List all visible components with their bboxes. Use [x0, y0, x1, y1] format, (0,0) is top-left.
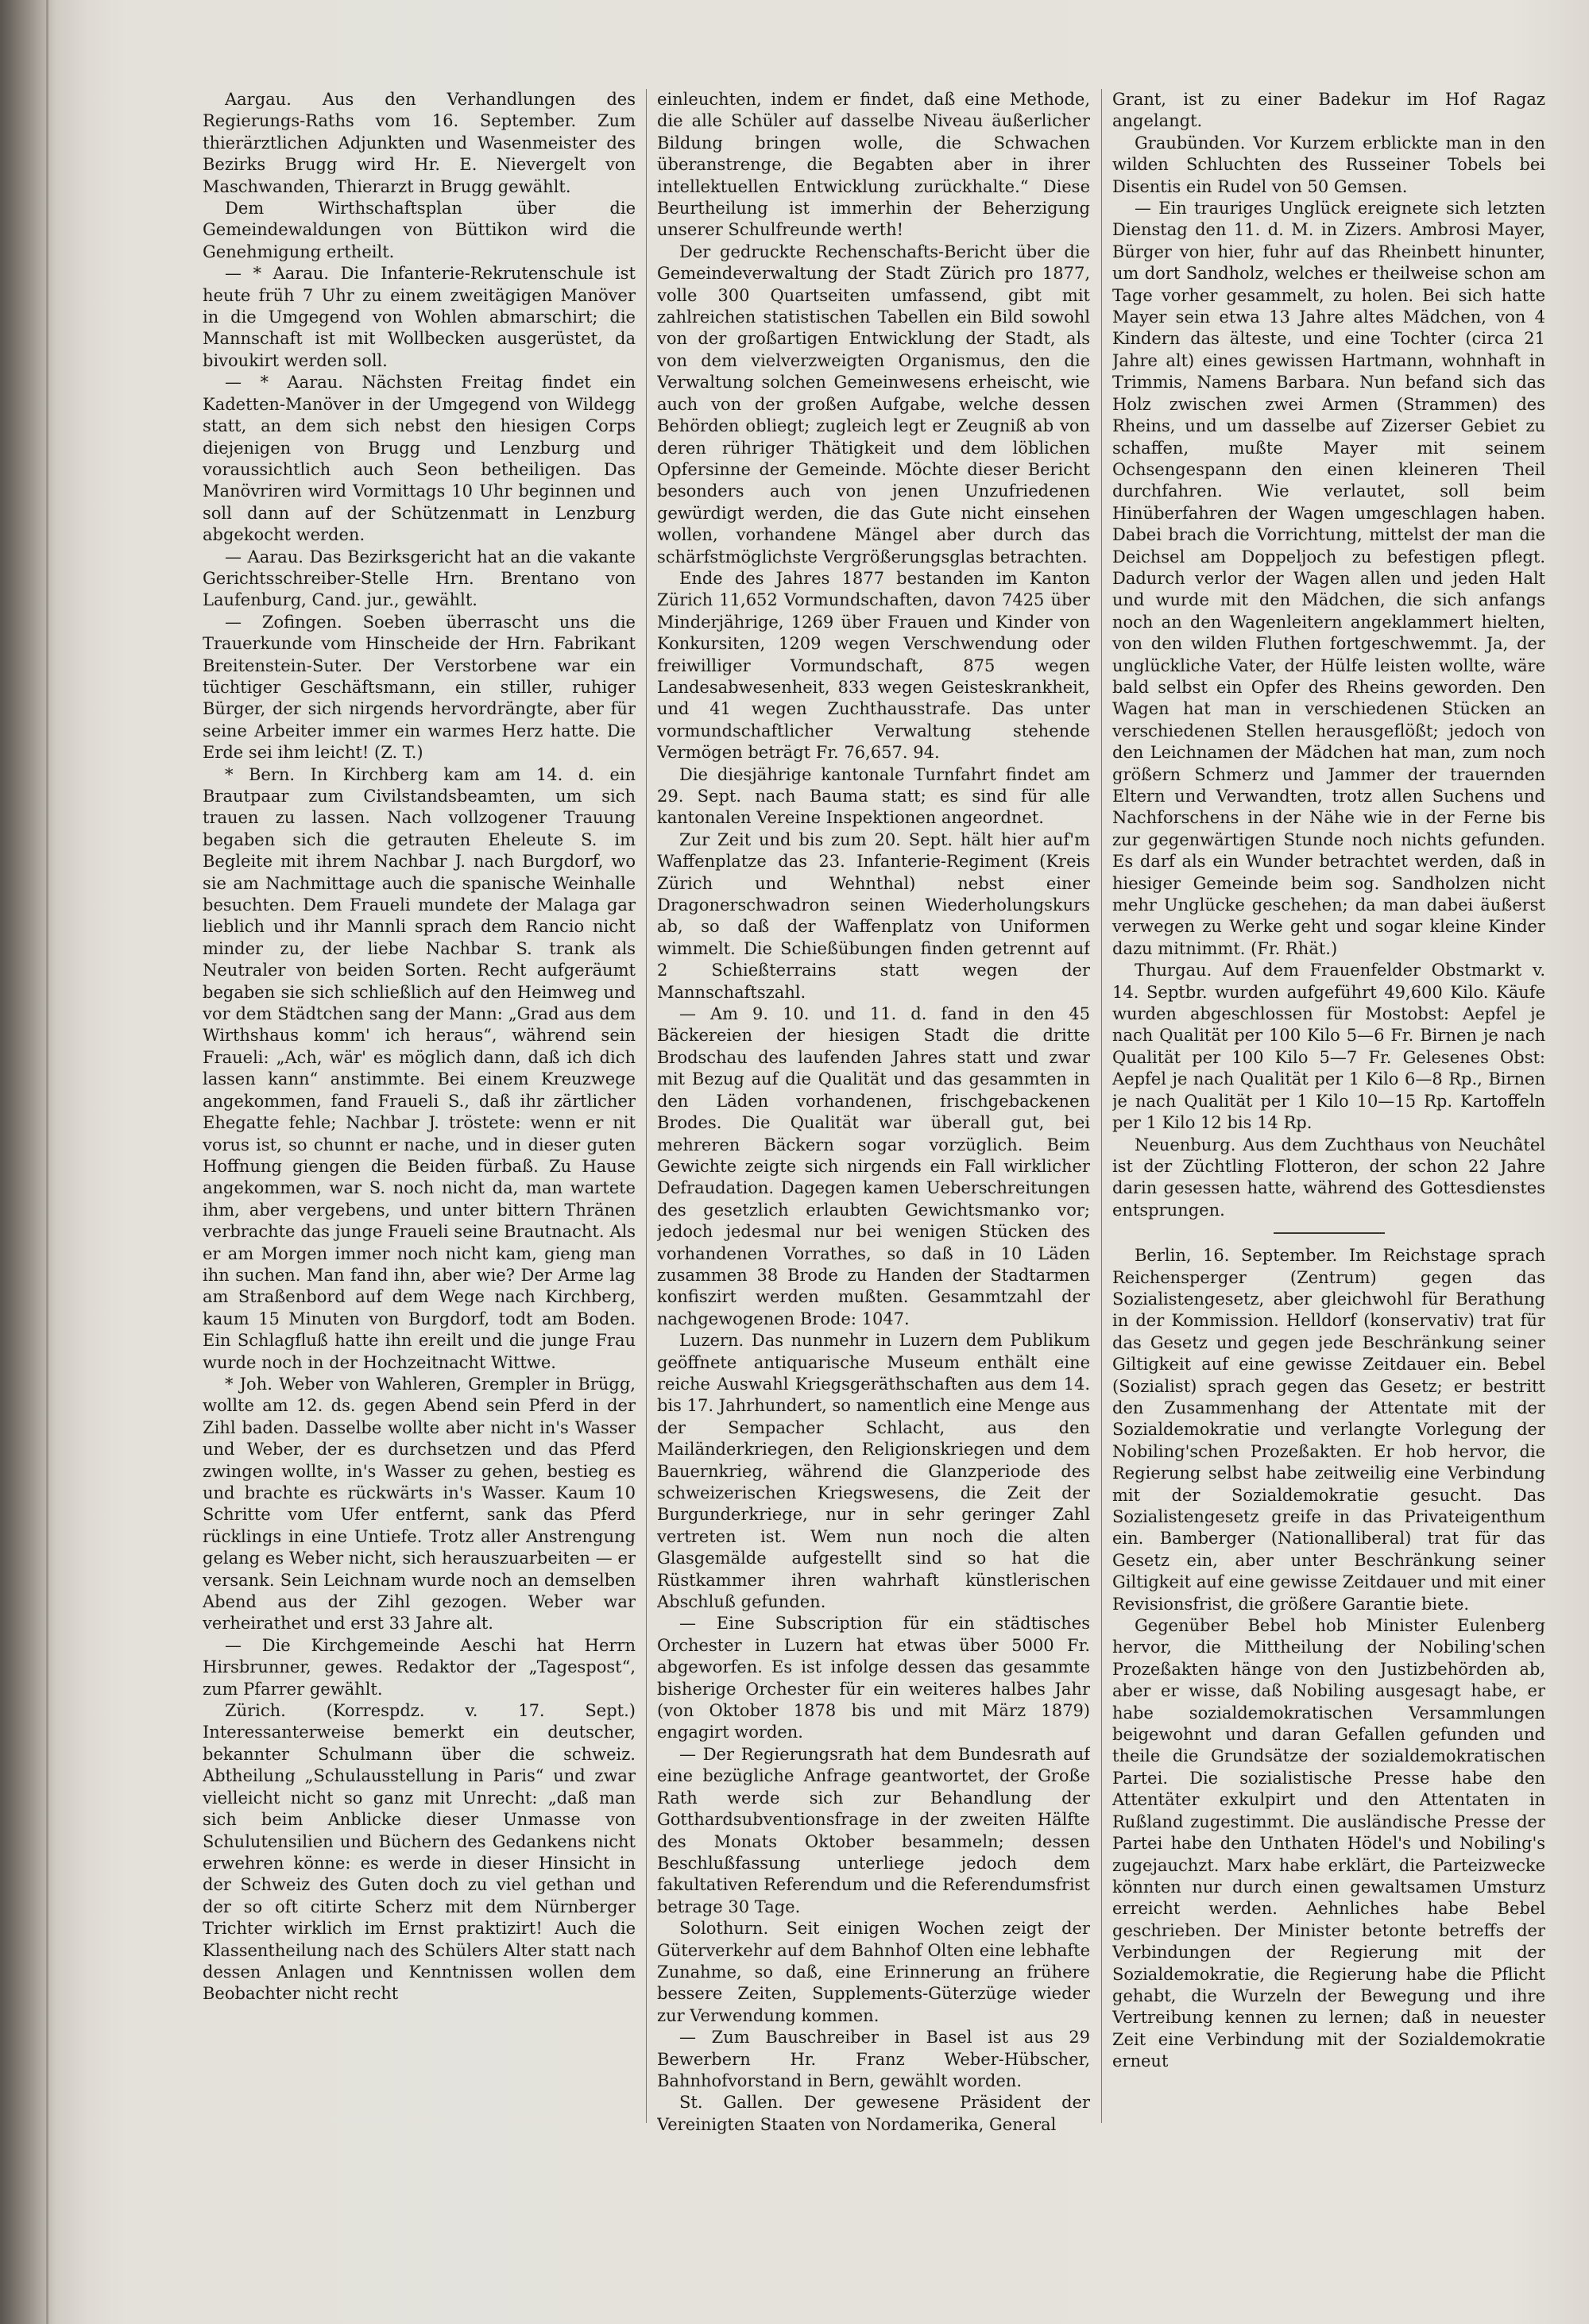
article-berlin-eulenberg: Gegenüber Bebel hob Minister Eulenberg hervor, die Mittheilung der Nobiling'schen Prozeßakten hänge von den Justizbehörden ab, aber er wisse, daß Nobiling ausgesagt habe, er habe sozialdemokratischen Versammlungen beigewohnt und daran Gefallen gefunden und theile die Grundsätze der sozialdemokratischen Partei. Die sozialistische Presse habe den Attentäter exkulpirt und den Attentaten in Rußland zugestimmt. Die ausländische Presse der Partei habe den Unthaten Hödel's und Nobiling's zugejauchzt. Marx habe erklärt, die Parteizwecke könnten nur durch einen gewaltsamen Umsturz erreicht werden. Aehnliches habe Bebel geschrieben. Der Minister betonte betreffs der Verbindungen der Regierung mit der Sozialdemokratie, die Regierung habe die Pflicht gehabt, die Wurzeln der Bewegung und ihre Vertreibung kennen zu lernen; daß in neuester Zeit eine Verbindung mit der Sozialdemokratie erneut: [1112, 1616, 1545, 2071]
article-zizers-unglueck: — Ein trauriges Unglück ereignete sich letzten Dienstag den 11. d. M. in Zizers. Ambrosi Mayer, Bürger von hier, fuhr auf das Rheinbett hinunter, um dort Sandholz, welches er theilweise schon am Tage vorher gesammelt, zu holen. Bei sich hatte Mayer sein etwa 13 Jahre altes Mädchen, von 4 Kindern das älteste, und eine Tochter (circa 21 Jahre alt) eines gewissen Hartmann, wohnhaft in Trimmis, Namens Barbara. Nun befand sich das Holz zwischen zwei Armen (Strammen) des Rheins, und um dasselbe auf Zizerser Gebiet zu schaffen, mußte Mayer mit seinem Ochsengespann den einen kleineren Theil durchfahren. Wie verlautet, soll beim Hinüberfahren der Wagen umgeschlagen haben. Dabei brach die Vorrichtung, mittelst der man die Deichsel am Doppeljoch zu befestigen pflegt. Dadurch verlor der Wagen allen und jeden Halt und wurde mit den Mädchen, die sich anfangs noch an den Wagenleitern angeklammert hielten, von den wilden Fluthen fortgeschwemmt. Ja, der unglückliche Vater, der Hülfe leisten wollte, wäre bald selbst ein Opfer des Rheins geworden. Den Wagen hat man in verschiedenen Stücken an verschiedenen Stellen herausgeflößt; jedoch von den Leichnamen der Mädchen hat man, zum noch größern Schmerz und Jammer der trauernden Eltern und Verwandten, trotz allen Suchens und Nachforschens in der Nähe wie in der Ferne bis zur gegenwärtigen Stunde noch nichts gefunden. Es darf als ein Wunder betrachtet werden, daß in hiesiger Gemeinde beim sog. Sandholzen nicht mehr Unglücke geschehen; da man dabei äußerst verwegen zu Werke geht und sogar kleine Kinder dazu mitnimmt. (Fr. Rhät.): [1112, 199, 1545, 958]
article-luzern-museum: Luzern. Das nunmehr in Luzern dem Publikum geöffnete antiquarische Museum enthält eine reiche Auswahl Kriegsgeräthschaften aus dem 14. bis 17. Jahrhundert, so namentlich eine Menge aus der Sempacher Schlacht, aus den Mailänderkriegen, den Religionskriegen und dem Bauernkrieg, während die Glanzperiode des schweizerischen Kriegswesens, die Zeit der Burgunderkriege, nur in sehr geringer Zahl vertreten ist. Wem nun noch die alten Glasgemälde aufgestellt sind so hat die Rüstkammer ihren wahrhaft künstlerischen Abschluß gefunden.: [657, 1331, 1090, 1612]
article-aargau-regierungsrath: Aargau. Aus den Verhandlungen des Regierungs-Raths vom 16. September. Zum thierärztlichen Adjunkten und Wasenmeister des Bezirks Brugg wird Hr. E. Nievergelt von Maschwanden, Thierarzt in Brugg gewählt.: [203, 90, 636, 196]
article-infanterie-regiment: Zur Zeit und bis zum 20. Sept. hält hier auf'm Waffenplatze das 23. Infanterie-Regiment (Kreis Zürich und Wehnthal) nebst einer Dragonerschwadron seinen Wiederholungskurs ab, so daß der Waffenplatz von Uniformen wimmelt. Die Schießübungen finden getrennt auf 2 Schießterrains statt wegen der Mannschaftszahl.: [657, 829, 1090, 1002]
article-aarau-kadetten-manoever: — * Aarau. Nächsten Freitag findet ein Kadetten-Manöver in der Umgegend von Wildegg statt, an dem sich nebst den hiesigen Corps diejenigen von Brugg und Lenzburg und voraussichtlich auch Seon betheiligen. Das Manövriren wird Vormittags 10 Uhr beginnen und soll dann auf der Schützenmatt in Lenzburg abgekocht werden.: [203, 373, 636, 545]
article-luzern-orchester: — Eine Subscription für ein städtisches Orchester in Luzern hat etwas über 5000 Fr. abgeworfen. Es ist infolge dessen das gesammte bisherige Orchester für ein weiteres halbes Jahr (von Oktober 1878 bis und mit März 1879) engagirt worden.: [657, 1614, 1090, 1742]
column-rule-2: [1101, 89, 1102, 2123]
article-zuerich-schulausstellung: Zürich. (Korrespdz. v. 17. Sept.) Interessanterweise bemerkt ein deutscher, bekannter Schulmann über die schweiz. Abtheilung „Schulausstellung in Paris“ und zwar vielleicht nicht so ganz mit Unrecht: „daß man sich beim Anblicke dieser Unmasse von Schulutensilien und Büchern des Gedankens nicht erwehren könne: es werde in dieser Hinsicht in der Schweiz des Guten doch zu viel gethan und der so oft citirte Scherz mit dem Nürnberger Trichter wirklich im Ernst praktizirt! Auch die Klassentheilung nach des Schülers Alter statt nach dessen Anlagen und Kenntnissen wollen dem Beobachter nicht recht: [203, 1701, 636, 2004]
column-rule-1: [646, 89, 647, 2123]
section-divider: [1274, 1232, 1385, 1234]
article-graubuenden-gemsen: Graubünden. Vor Kurzem erblickte man in den wilden Schluchten des Russeiner Tobels bei Disentis ein Rudel von 50 Gemsen.: [1112, 133, 1545, 196]
article-thurgau-obstmarkt: Thurgau. Auf dem Frauenfelder Obstmarkt v. 14. Septbr. wurden aufgeführt 49,600 Kilo. Käufe wurden abgeschlossen für Mostobst: Aepfel je nach Qualität per 100 Kilo 5—6 Fr. Birnen je nach Qualität per 100 Kilo 5—7 Fr. Gelesenes Obst: Aepfel je nach Qualität per 1 Kilo 6—8 Rp., Birnen je nach Qualität per 1 Kilo 10—15 Rp. Kartoffeln per 1 Kilo 12 bis 14 Rp.: [1112, 961, 1545, 1133]
article-zuerich-schulausstellung-cont: einleuchten, indem er findet, daß eine Methode, die alle Schüler auf dasselbe Niveau äußerlicher Bildung bringen wolle, die Schwachen überanstrenge, die Begabten aber in ihrer intellektuellen Entwicklung zurückhalte.“ Diese Beurtheilung ist immerhin der Beherzigung unserer Schulfreunde werth!: [657, 90, 1090, 240]
article-st-gallen-grant: St. Gallen. Der gewesene Präsident der Vereinigten Staaten von Nordamerika, General: [657, 2093, 1090, 2134]
article-berlin-reichstag: Berlin, 16. September. Im Reichstage sprach Reichensperger (Zentrum) gegen das Sozialistengesetz, aber gleichwohl für Berathung in der Kommission. Helldorf (konservativ) trat für das Gesetz und gegen jede Beschränkung seiner Giltigkeit auf eine gewisse Zeitdauer ein. Bebel (Sozialist) sprach gegen das Gesetz; er bestritt den Zusammenhang der Attentate mit der Sozialdemokratie und verlangte Vorlegung der Nobiling'schen Prozeßakten. Er hob hervor, die Regierung selbst habe zeitweilig eine Verbindung mit der Sozialdemokratie gesucht. Das Sozialistengesetz greife in das Privateigenthum ein. Bamberger (Nationalliberal) trat für das Gesetz ein, aber unter Beschränkung seiner Giltigkeit auf eine gewisse Zeitdauer und mit einer Revisionsfrist, die größere Garantie biete.: [1112, 1246, 1545, 1614]
column-2: [657, 89, 1090, 2290]
article-neuenburg-zuchthaus: Neuenburg. Aus dem Zuchthaus von Neuchâtel ist der Züchtling Flotteron, der schon 22 Jahre darin gesessen hatte, während des Gottesdienstes entsprungen.: [1112, 1135, 1545, 1220]
article-zuerich-vormundschaften: Ende des Jahres 1877 bestanden im Kanton Zürich 11,652 Vormundschaften, davon 7425 über Minderjährige, 1269 über Frauen und Kinder von Konkursiten, 1209 wegen Verschwendung oder freiwilliger Vormundschaft, 875 wegen Landesabwesenheit, 833 wegen Geisteskrankheit, und 41 wegen Zuchthausstrafe. Das unter vormundschaftlicher Verwaltung stehende Vermögen beträgt Fr. 76,657. 94.: [657, 568, 1090, 763]
newspaper-columns: [203, 89, 1545, 2290]
article-turnfahrt-bauma: Die diesjährige kantonale Turnfahrt findet am 29. Sept. nach Bauma statt; es sind für alle kantonalen Vereine Inspektionen angeordnet.: [657, 764, 1090, 828]
article-basel-bauschreiber: — Zum Bauschreiber in Basel ist aus 29 Bewerbern Hr. Franz Weber-Hübscher, Bahnhofvorstand in Bern, gewählt worden.: [657, 2028, 1090, 2090]
column-3: [1112, 89, 1545, 2290]
article-st-gallen-grant-cont: Grant, ist zu einer Badekur im Hof Ragaz angelangt.: [1112, 90, 1545, 131]
article-buettikon-waldungen: Dem Wirthschaftsplan über die Gemeindewaldungen von Büttikon wird die Genehmigung ertheilt.: [203, 199, 636, 261]
article-zofingen-trauerkunde: — Zofingen. Soeben überrascht uns die Trauerkunde vom Hinscheide der Hrn. Fabrikant Breitenstein-Suter. Der Verstorbene war ein tüchtiger Geschäftsmann, ein stiller, ruhiger Bürger, der sich nirgends hervordrängte, aber für seine Arbeiter immer ein warmes Herz hatte. Die Erde sei ihm leicht! (Z. T.): [203, 612, 636, 763]
article-aarau-rekrutenschule: — * Aarau. Die Infanterie-Rekrutenschule ist heute früh 7 Uhr zu einem zweitägigen Manöver in die Umgegend von Wohlen abmarschirt; die Mannschaft ist mit Wollbecken ausgerüstet, da bivoukirt werden soll.: [203, 264, 636, 370]
article-weber-wahleren: * Joh. Weber von Wahleren, Grempler in Brügg, wollte am 12. ds. gegen Abend sein Pferd in der Zihl baden. Dasselbe wollte aber nicht in's Wasser und Weber, der es durchsetzen und das Pferd zwingen wollte, in's Wasser zu gehen, bestieg es und brachte es rückwärts in's Wasser. Kaum 10 Schritte vom Ufer entfernt, sank das Pferd rücklings in eine Untiefe. Trotz aller Anstrengung gelang es Weber nicht, sich herauszuarbeiten — er versank. Sein Leichnam wurde noch an demselben Abend aus der Zihl gezogen. Weber war verheirathet und erst 33 Jahre alt.: [203, 1374, 636, 1634]
article-brodschau: — Am 9. 10. und 11. d. fand in den 45 Bäckereien der hiesigen Stadt die dritte Brodschau des laufenden Jahres statt und zwar mit Bezug auf die Qualität und das gesammten in den Läden vorhandenen, frischgebackenen Brodes. Die Qualität war überall gut, bei mehreren Bäckern sogar vorzüglich. Beim Gewichte zeigte sich nirgends ein Fall wirklicher Defraudation. Dagegen kamen Ueberschreitungen des gesetzlich erlaubten Gewichtsmanko vor; jedoch jedesmal nur bei wenigen Stücken des vorhandenen Vorrathes, so daß in 10 Läden zusammen 38 Brode zu Handen der Stadtarmen konfiszirt werden mußten. Gesammtzahl der nachgewogenen Brode: 1047.: [657, 1004, 1090, 1328]
page-binding-edge: [46, 0, 48, 2324]
article-aeschi-pfarrer: — Die Kirchgemeinde Aeschi hat Herrn Hirsbrunner, gewes. Redaktor der „Tagespost“, zum Pfarrer gewählt.: [203, 1635, 636, 1699]
article-aarau-bezirksgericht: — Aarau. Das Bezirksgericht hat an die vakante Gerichtsschreiber-Stelle Hrn. Brentano von Laufenburg, Cand. jur., gewählt.: [203, 547, 636, 610]
article-solothurn-olten: Solothurn. Seit einigen Wochen zeigt der Güterverkehr auf dem Bahnhof Olten eine lebhafte Zunahme, so daß, eine Erinnerung an frühere bessere Zeiten, Supplements-Güterzüge wieder zur Verwendung kommen.: [657, 1919, 1090, 2025]
article-luzern-regierungsrath: — Der Regierungsrath hat dem Bundesrath auf eine bezügliche Anfrage geantwortet, der Große Rath werde sich zur Behandlung der Gotthardsubventionsfrage in der zweiten Hälfte des Monats Oktober besammeln; dessen Beschlußfassung unterliege jedoch dem fakultativen Referendum und die Referendumsfrist betrage 30 Tage.: [657, 1744, 1090, 1916]
article-zuerich-rechenschaftsbericht: Der gedruckte Rechenschafts-Bericht über die Gemeindeverwaltung der Stadt Zürich pro 1877, volle 300 Quartseiten umfassend, gibt mit zahlreichen statistischen Tabellen ein Bild sowohl von der großartigen Entwicklung der Stadt, als von dem vielverzweigten Organismus, den die Verwaltung solchen Gemeinwesens erheischt, wie auch von der großen Aufgabe, welche dessen Behörden obliegt; zugleich legt er Zeugniß ab von deren rühriger Thätigkeit und dem löblichen Opfersinne der Gemeinde. Möchte dieser Bericht besonders auch von jenen Unzufriedenen gewürdigt werden, die das Gute nicht einsehen wollen, vorhandene Mängel aber durch das schärfstmöglichste Vergrößerungsglas betrachten.: [657, 242, 1090, 566]
article-bern-kirchberg: * Bern. In Kirchberg kam am 14. d. ein Brautpaar zum Civilstandsbeamten, um sich trauen zu lassen. Nach vollzogener Trauung begaben sich die getrauten Eheleute S. im Begleite mit ihrem Nachbar J. nach Burgdorf, wo sie am Nachmittage auch die spanische Weinhalle besuchten. Dem Fraueli mundete der Malaga gar lieblich und ihr Mannli sprach dem Rancio nicht minder zu, der liebe Nachbar S. trank als Neutraler von beiden Sorten. Recht aufgeräumt begaben sie sich schließlich auf den Heimweg und vor dem Städtchen sang der Mann: „Grad aus dem Wirthshaus komm' ich heraus“, während sein Fraueli: „Ach, wär' es möglich dann, daß ich dich lassen kann“ anstimmte. Bei einem Kreuzwege angekommen, fand Fraueli S., daß ihr zärtlicher Ehegatte fehle; Nachbar J. tröstete: wenn er nit vorus ist, so chunnt er nache, und in dieser guten Hoffnung giengen die Beiden fürbaß. Zu Hause angekommen, war S. noch nicht da, man wartete ihm, aber vergebens, und unter bittern Thränen verbrachte das junge Fraueli seine Brautnacht. Als er am Morgen immer noch nicht kam, gieng man ihn suchen. Man fand ihn, aber wie? Der Arme lag am Straßenbord auf dem Wege nach Kirchberg, kaum 15 Minuten von Burgdorf, todt am Boden. Ein Schlagfluß hatte ihn ereilt und die junge Frau wurde noch in der Hochzeitnacht Wittwe.: [203, 764, 636, 1372]
column-1: [203, 89, 636, 2290]
